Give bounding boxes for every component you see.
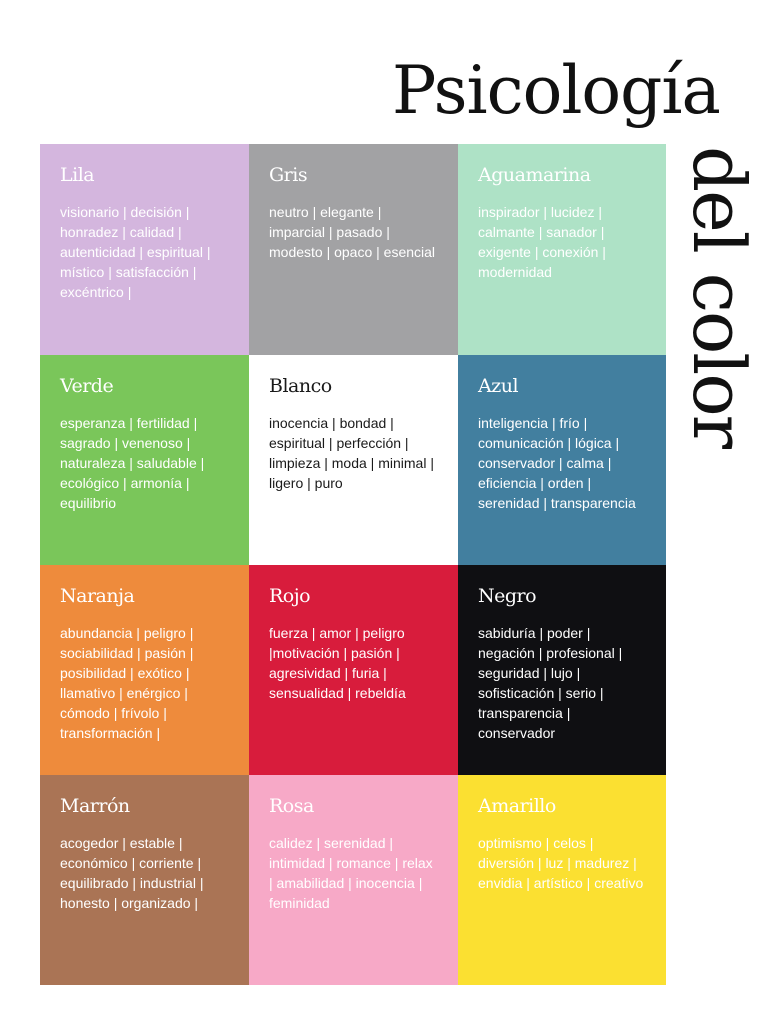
color-keywords: visionario | decisión | honradez | calidad | autenticidad | espiritual | místico | satisfacción | excéntrico |	[60, 203, 211, 300]
color-card-negro	[458, 565, 666, 775]
color-card-verde	[40, 355, 249, 565]
color-keywords: inocencia | bondad | espiritual | perfección | limpieza | moda | minimal | ligero | puro	[269, 414, 434, 491]
color-card-rojo	[249, 565, 458, 775]
color-name: Negro	[478, 585, 537, 607]
color-name: Amarillo	[478, 795, 556, 817]
color-card-rosa	[249, 775, 458, 985]
color-card-marron	[40, 775, 249, 985]
color-name: Naranja	[60, 585, 135, 607]
color-card-amarillo	[458, 775, 666, 985]
color-name: Azul	[478, 375, 519, 397]
color-keywords: calidez | serenidad | intimidad | romance | relax | amabilidad | inocencia | feminidad	[269, 834, 433, 911]
color-keywords: neutro | elegante | imparcial | pasado | modesto | opaco | esencial	[269, 203, 436, 260]
color-card-azul	[458, 355, 666, 565]
color-card-gris	[249, 144, 458, 355]
color-keywords: esperanza | fertilidad | sagrado | venenoso | naturaleza | saludable | ecológico | armonía | equilibrio	[60, 414, 205, 511]
color-keywords: inspirador | lucidez | calmante | sanador | exigente | conexión | modernidad	[478, 203, 606, 280]
color-card-aguamarina	[458, 144, 666, 355]
color-keywords: abundancia | peligro | sociabilidad | pasión | posibilidad | exótico | llamativo | enérgico | cómodo | frívolo | transformación |	[60, 624, 194, 741]
color-name: Rosa	[269, 795, 314, 817]
color-keywords: acogedor | estable | económico | corriente | equilibrado | industrial | honesto | organizado |	[60, 834, 204, 911]
page-subtitle-vertical: del color	[677, 146, 761, 448]
color-name: Blanco	[269, 375, 332, 397]
color-name: Verde	[60, 375, 114, 397]
color-keywords: optimismo | celos | diversión | luz | madurez | envidia | artístico | creativo	[478, 834, 644, 891]
color-keywords: inteligencia | frío | comunicación | lógica | conservador | calma | eficiencia | orden | serenidad | transparencia	[478, 414, 636, 511]
color-name: Marrón	[60, 795, 130, 817]
color-keywords: fuerza | amor | peligro |motivación | pasión | agresividad | furia | sensualidad | rebeldía	[269, 624, 406, 701]
color-name: Lila	[60, 164, 95, 186]
color-card-naranja	[40, 565, 249, 775]
color-card-lila	[40, 144, 249, 355]
color-name: Aguamarina	[478, 164, 591, 186]
color-name: Rojo	[269, 585, 311, 607]
color-card-blanco	[249, 355, 458, 565]
color-name: Gris	[269, 164, 308, 186]
color-grid	[40, 144, 666, 985]
page-title: Psicología	[392, 52, 720, 129]
color-keywords: sabiduría | poder | negación | profesional | seguridad | lujo | sofisticación | serio | transparencia | conservador	[478, 624, 623, 741]
